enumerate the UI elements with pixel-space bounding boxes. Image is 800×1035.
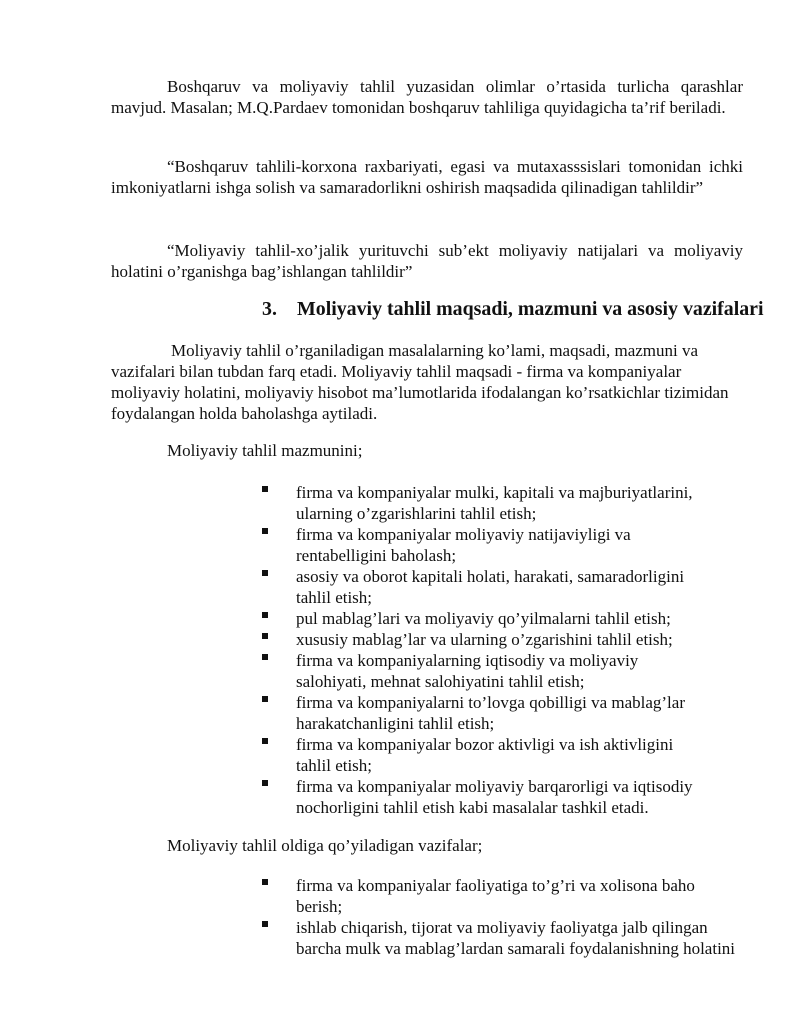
paragraph-financial-analysis-quote: “Moliyaviy tahlil-xo’jalik yurituvchi sub’ekt moliyaviy natijalari va moliyaviy holatini o’rganishga bag’ishlangan tahlildir” (111, 241, 743, 281)
paragraph-management-analysis-quote: “Boshqaruv tahlili-korxona raxbariyati, egasi va mutaxasssislari tomonidan ichki imkoniyatlarni ishga solish va samaradorlikni oshirish maqsadida qilinadigan tahlildir” (111, 157, 743, 197)
content-list (206, 482, 746, 818)
list-item: firma va kompaniyalar bozor aktivligi va ish aktivligini tahlil etish; (296, 735, 674, 775)
section-heading (262, 299, 764, 320)
list-item: firma va kompaniyalar mulki, kapitali va majburiyatlarini, ularning o’zgarishlarini tahlil etish; (296, 483, 693, 523)
list-item: xususiy mablag’lar va ularning o’zgarishini tahlil etish; (296, 630, 673, 649)
list-item: firma va kompaniyalar moliyaviy natijaviyligi va rentabelligini baholash; (296, 525, 631, 565)
tasks-list (206, 875, 746, 959)
section-number: 3. (262, 298, 277, 320)
section-title: Moliyaviy tahlil maqsadi, mazmuni va asosiy vazifalari (297, 298, 764, 320)
list-item: firma va kompaniyalar faoliyatiga to’g’ri va xolisona baho berish; (296, 876, 695, 916)
list-item: asosiy va oborot kapitali holati, harakati, samaradorligini tahlil etish; (296, 567, 685, 607)
paragraph-analysis-goal: Moliyaviy tahlil o’rganiladigan masalalarning ko’lami, maqsadi, mazmuni va vazifalari bilan tubdan farq etadi. Moliyaviy tahlil maqsadi - firma va kompaniyalar moliyaviy holatini, moliyaviy hisobot ma’lumotlarida ifodalangan ko’rsatkichlar tizimidan foydalangan holda baholashga aytiladi. (111, 341, 729, 423)
list-item: firma va kompaniyalar moliyaviy barqarorligi va iqtisodiy nochorligini tahlil etish kabi masalalar tashkil etadi. (296, 777, 693, 817)
list-item: firma va kompaniyalarni to’lovga qobilligi va mablag’lar harakatchanligini tahlil etish; (296, 693, 685, 733)
list-item: pul mablag’lari va moliyaviy qo’yilmalarni tahlil etish; (296, 609, 671, 628)
list-item: firma va kompaniyalarning iqtisodiy va moliyaviy salohiyati, mehnat salohiyatini tahlil etish; (296, 651, 639, 691)
list-item: ishlab chiqarish, tijorat va moliyaviy faoliyatga jalb qilingan barcha mulk va mablag’lardan samarali foydalanishning holatini (296, 918, 736, 958)
content-list-label: Moliyaviy tahlil mazmunini; (167, 441, 363, 460)
paragraph-definitions-intro: Boshqaruv va moliyaviy tahlil yuzasidan olimlar o’rtasida turlicha qarashlar mavjud. Masalan; M.Q.Pardaev tomonidan boshqaruv tahliliga quyidagicha ta’rif beriladi. (111, 77, 743, 117)
tasks-list-label: Moliyaviy tahlil oldiga qo’yiladigan vazifalar; (167, 836, 483, 855)
